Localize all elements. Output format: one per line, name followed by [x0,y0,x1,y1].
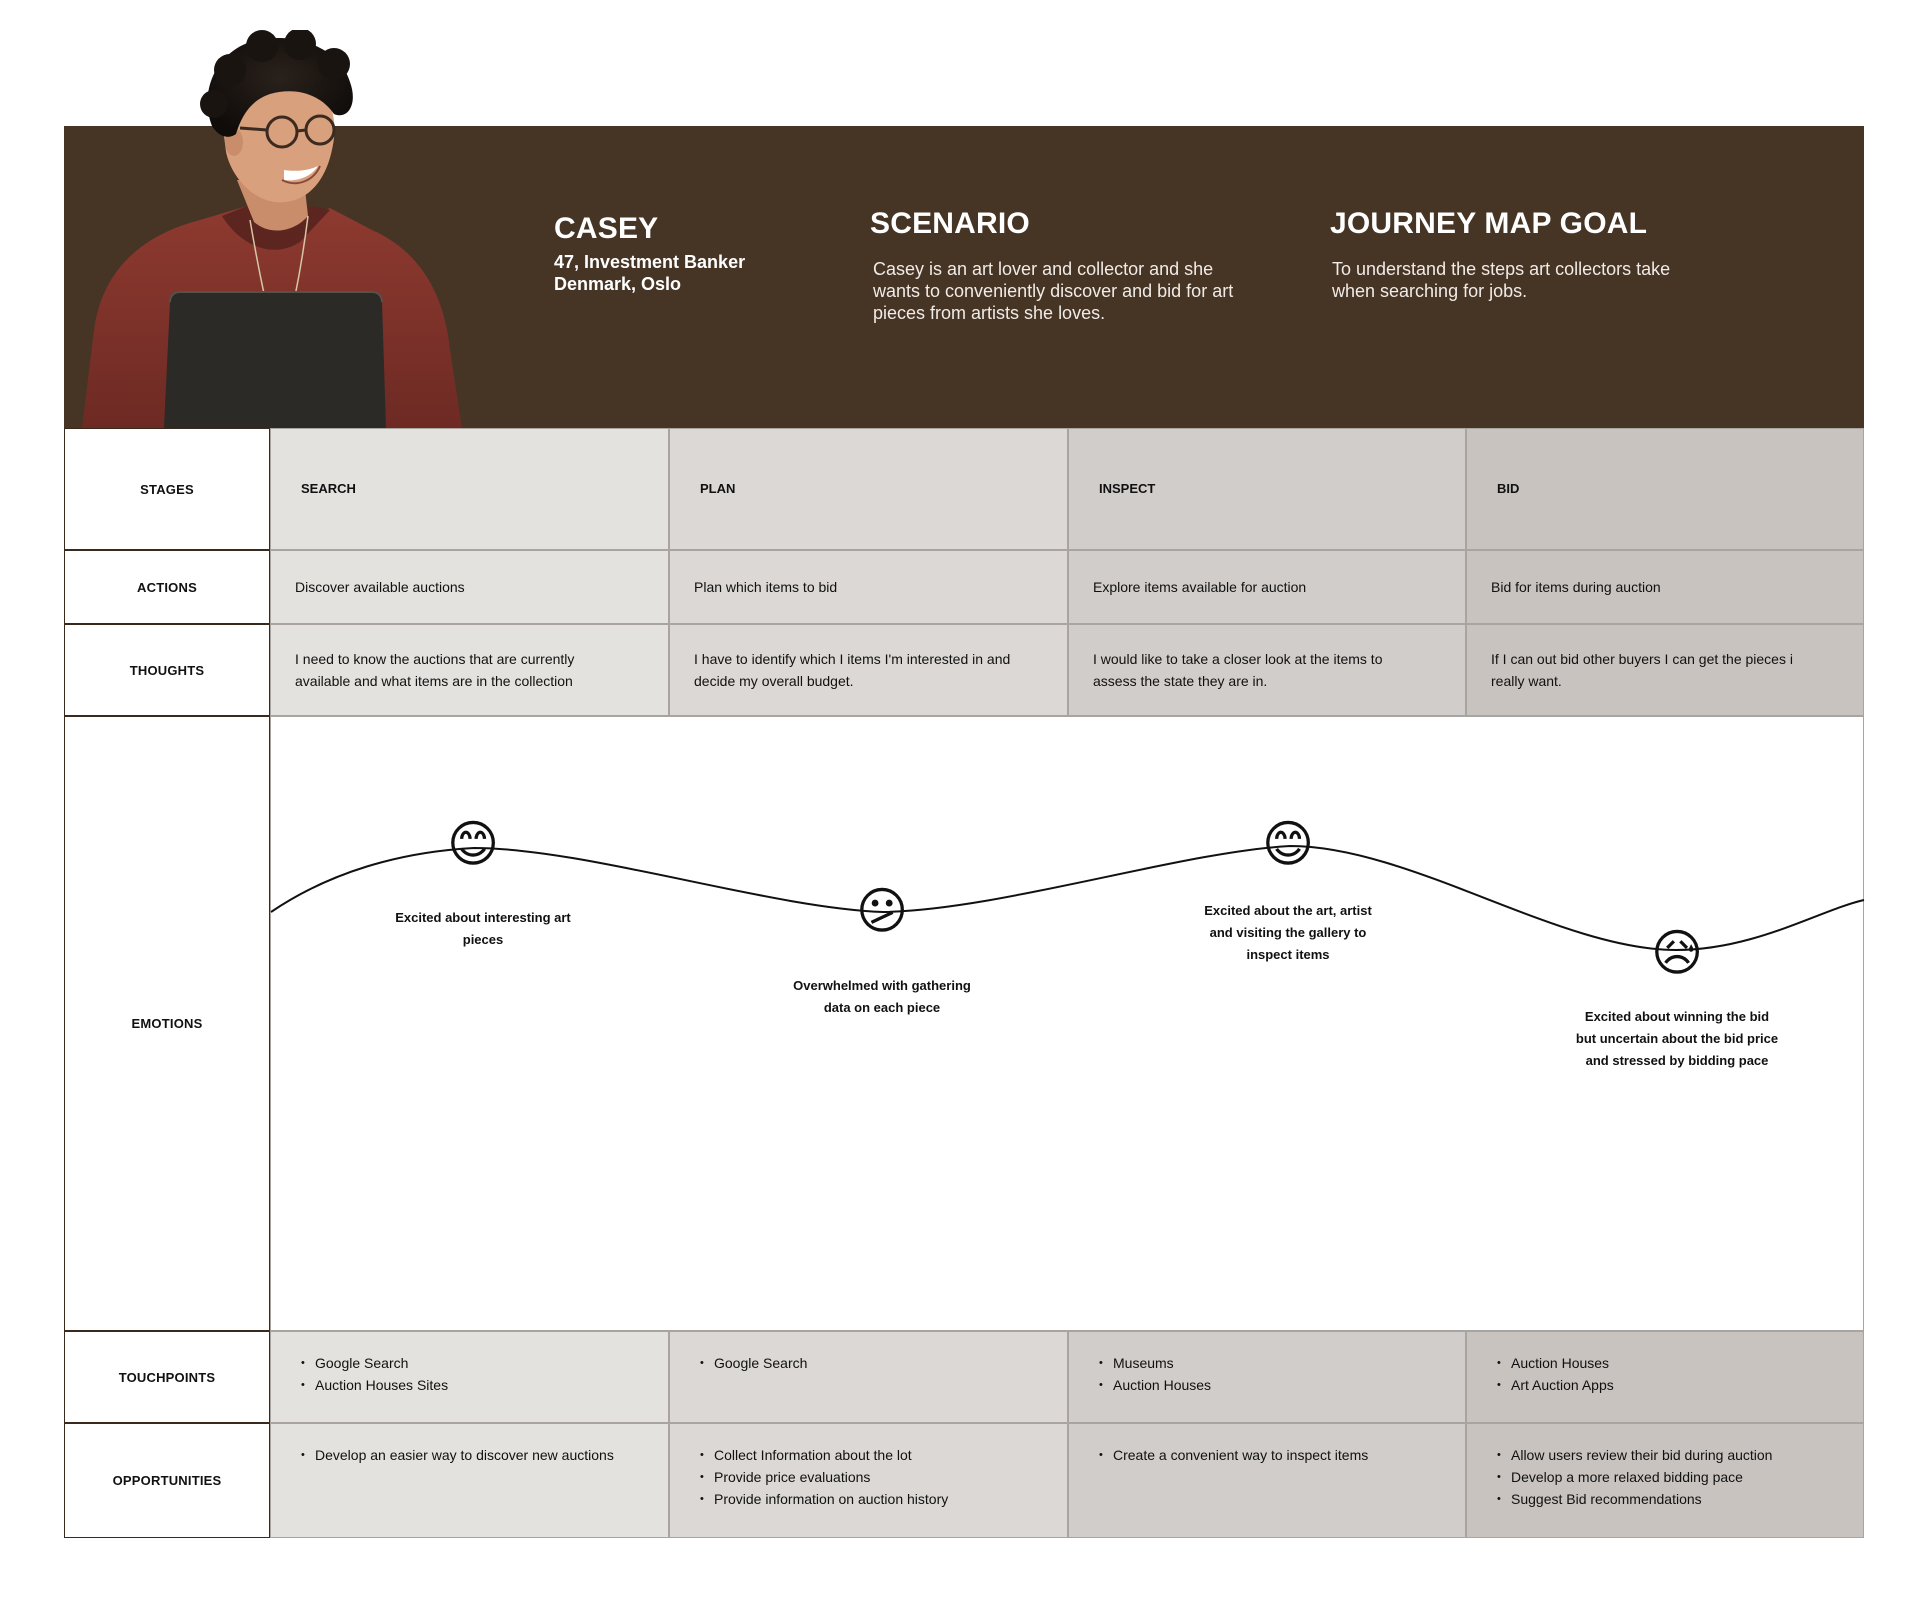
action-cell: Explore items available for auction [1068,550,1466,624]
emotion-caption-line: Excited about the art, artist [1204,903,1372,918]
goal-text [1332,258,1670,302]
action-cell: Bid for items during auction [1466,550,1864,624]
opportunity-item: • Provide price evaluations [700,1466,1047,1488]
opportunity-item: • Suggest Bid recommendations [1497,1488,1843,1510]
emotion-caption [772,975,992,1019]
scenario-line: wants to conveniently discover and bid for art [873,281,1234,301]
touchpoint-cell [270,1331,669,1423]
scenario-text [873,258,1233,324]
touchpoint-item: • Google Search [301,1352,648,1374]
touchpoint-item: • Google Search [700,1352,1047,1374]
action-cell: Discover available auctions [270,550,669,624]
opportunity-item: • Develop a more relaxed bidding pace [1497,1466,1843,1488]
emotion-caption-line: data on each piece [823,1000,941,1015]
opportunity-cell [669,1423,1068,1538]
goal-line: To understand the steps art collectors take [1332,259,1671,279]
thought-line: I would like to take a closer look at the items to [1093,651,1383,667]
thought-line: I need to know the auctions that are currently [295,651,575,667]
confused-face-icon: 😕 [855,882,909,940]
thought-line: available and what items are in the collection [295,673,573,689]
row-label-thoughts: THOUGHTS [64,624,270,716]
touchpoint-cell [669,1331,1068,1423]
thought-cell [270,624,669,716]
stage-cell: BID [1466,428,1864,550]
persona-name: CASEY [554,212,659,245]
touchpoint-item: • Auction Houses [1099,1374,1445,1396]
sad-sweat-face-icon: 😥 [1650,924,1704,982]
touchpoint-item: • Museums [1099,1352,1445,1374]
touchpoint-item: • Auction Houses Sites [301,1374,648,1396]
opportunity-item: • Provide information on auction history [700,1488,1047,1510]
row-label-actions: ACTIONS [64,550,270,624]
emotion-caption-line: and visiting the gallery to [1209,925,1367,940]
touchpoint-cell [1068,1331,1466,1423]
smiling-face-icon: 😊 [446,815,500,873]
goal-line: when searching for jobs. [1332,281,1528,301]
thought-cell [1068,624,1466,716]
thought-line: decide my overall budget. [694,673,854,689]
emotion-caption [1178,900,1398,966]
thought-cell [1466,624,1864,716]
emotion-caption-line: Overwhelmed with gathering [793,978,971,993]
row-label-emotions: EMOTIONS [64,716,270,1331]
emotion-caption-line: pieces [462,932,504,947]
row-label-stages: STAGES [64,428,270,550]
persona-photo [72,30,492,428]
opportunity-item: • Collect Information about the lot [700,1444,1047,1466]
emotion-caption [1567,1006,1787,1072]
scenario-line: Casey is an art lover and collector and she [873,259,1214,279]
touchpoint-cell [1466,1331,1864,1423]
row-label-opportunities: OPPORTUNITIES [64,1423,270,1538]
thought-line: assess the state they are in. [1093,673,1268,689]
opportunity-cell [270,1423,669,1538]
thought-cell [669,624,1068,716]
opportunity-item: • Create a convenient way to inspect items [1099,1444,1445,1466]
action-cell: Plan which items to bid [669,550,1068,624]
emotion-caption-line: inspect items [1246,947,1330,962]
emotion-caption [373,907,593,951]
thought-line: I have to identify which I items I'm interested in and [694,651,1011,667]
persona-age-job: 47, Investment Banker [554,252,746,272]
opportunity-cell [1466,1423,1864,1538]
row-label-touchpoints: TOUCHPOINTS [64,1331,270,1423]
touchpoint-item: • Art Auction Apps [1497,1374,1843,1396]
stage-cell: SEARCH [270,428,669,550]
opportunity-cell [1068,1423,1466,1538]
scenario-line: pieces from artists she loves. [873,303,1106,323]
persona-location: Denmark, Oslo [554,274,682,294]
emotion-caption-line: Excited about winning the bid [1584,1009,1770,1024]
touchpoint-item: • Auction Houses [1497,1352,1843,1374]
thought-line: If I can out bid other buyers I can get the pieces i [1491,651,1793,667]
thought-line: really want. [1491,673,1562,689]
smiling-face-icon: 😊 [1261,815,1315,873]
goal-title: JOURNEY MAP GOAL [1330,207,1648,240]
emotion-caption-line: but uncertain about the bid price [1575,1031,1779,1046]
emotion-caption-line: and stressed by bidding pace [1585,1053,1769,1068]
emotion-caption-line: Excited about interesting art [395,910,571,925]
opportunity-item: • Allow users review their bid during auction [1497,1444,1843,1466]
opportunity-item: • Develop an easier way to discover new auctions [301,1444,648,1466]
stage-cell: INSPECT [1068,428,1466,550]
stage-cell: PLAN [669,428,1068,550]
scenario-title: SCENARIO [870,207,1030,240]
